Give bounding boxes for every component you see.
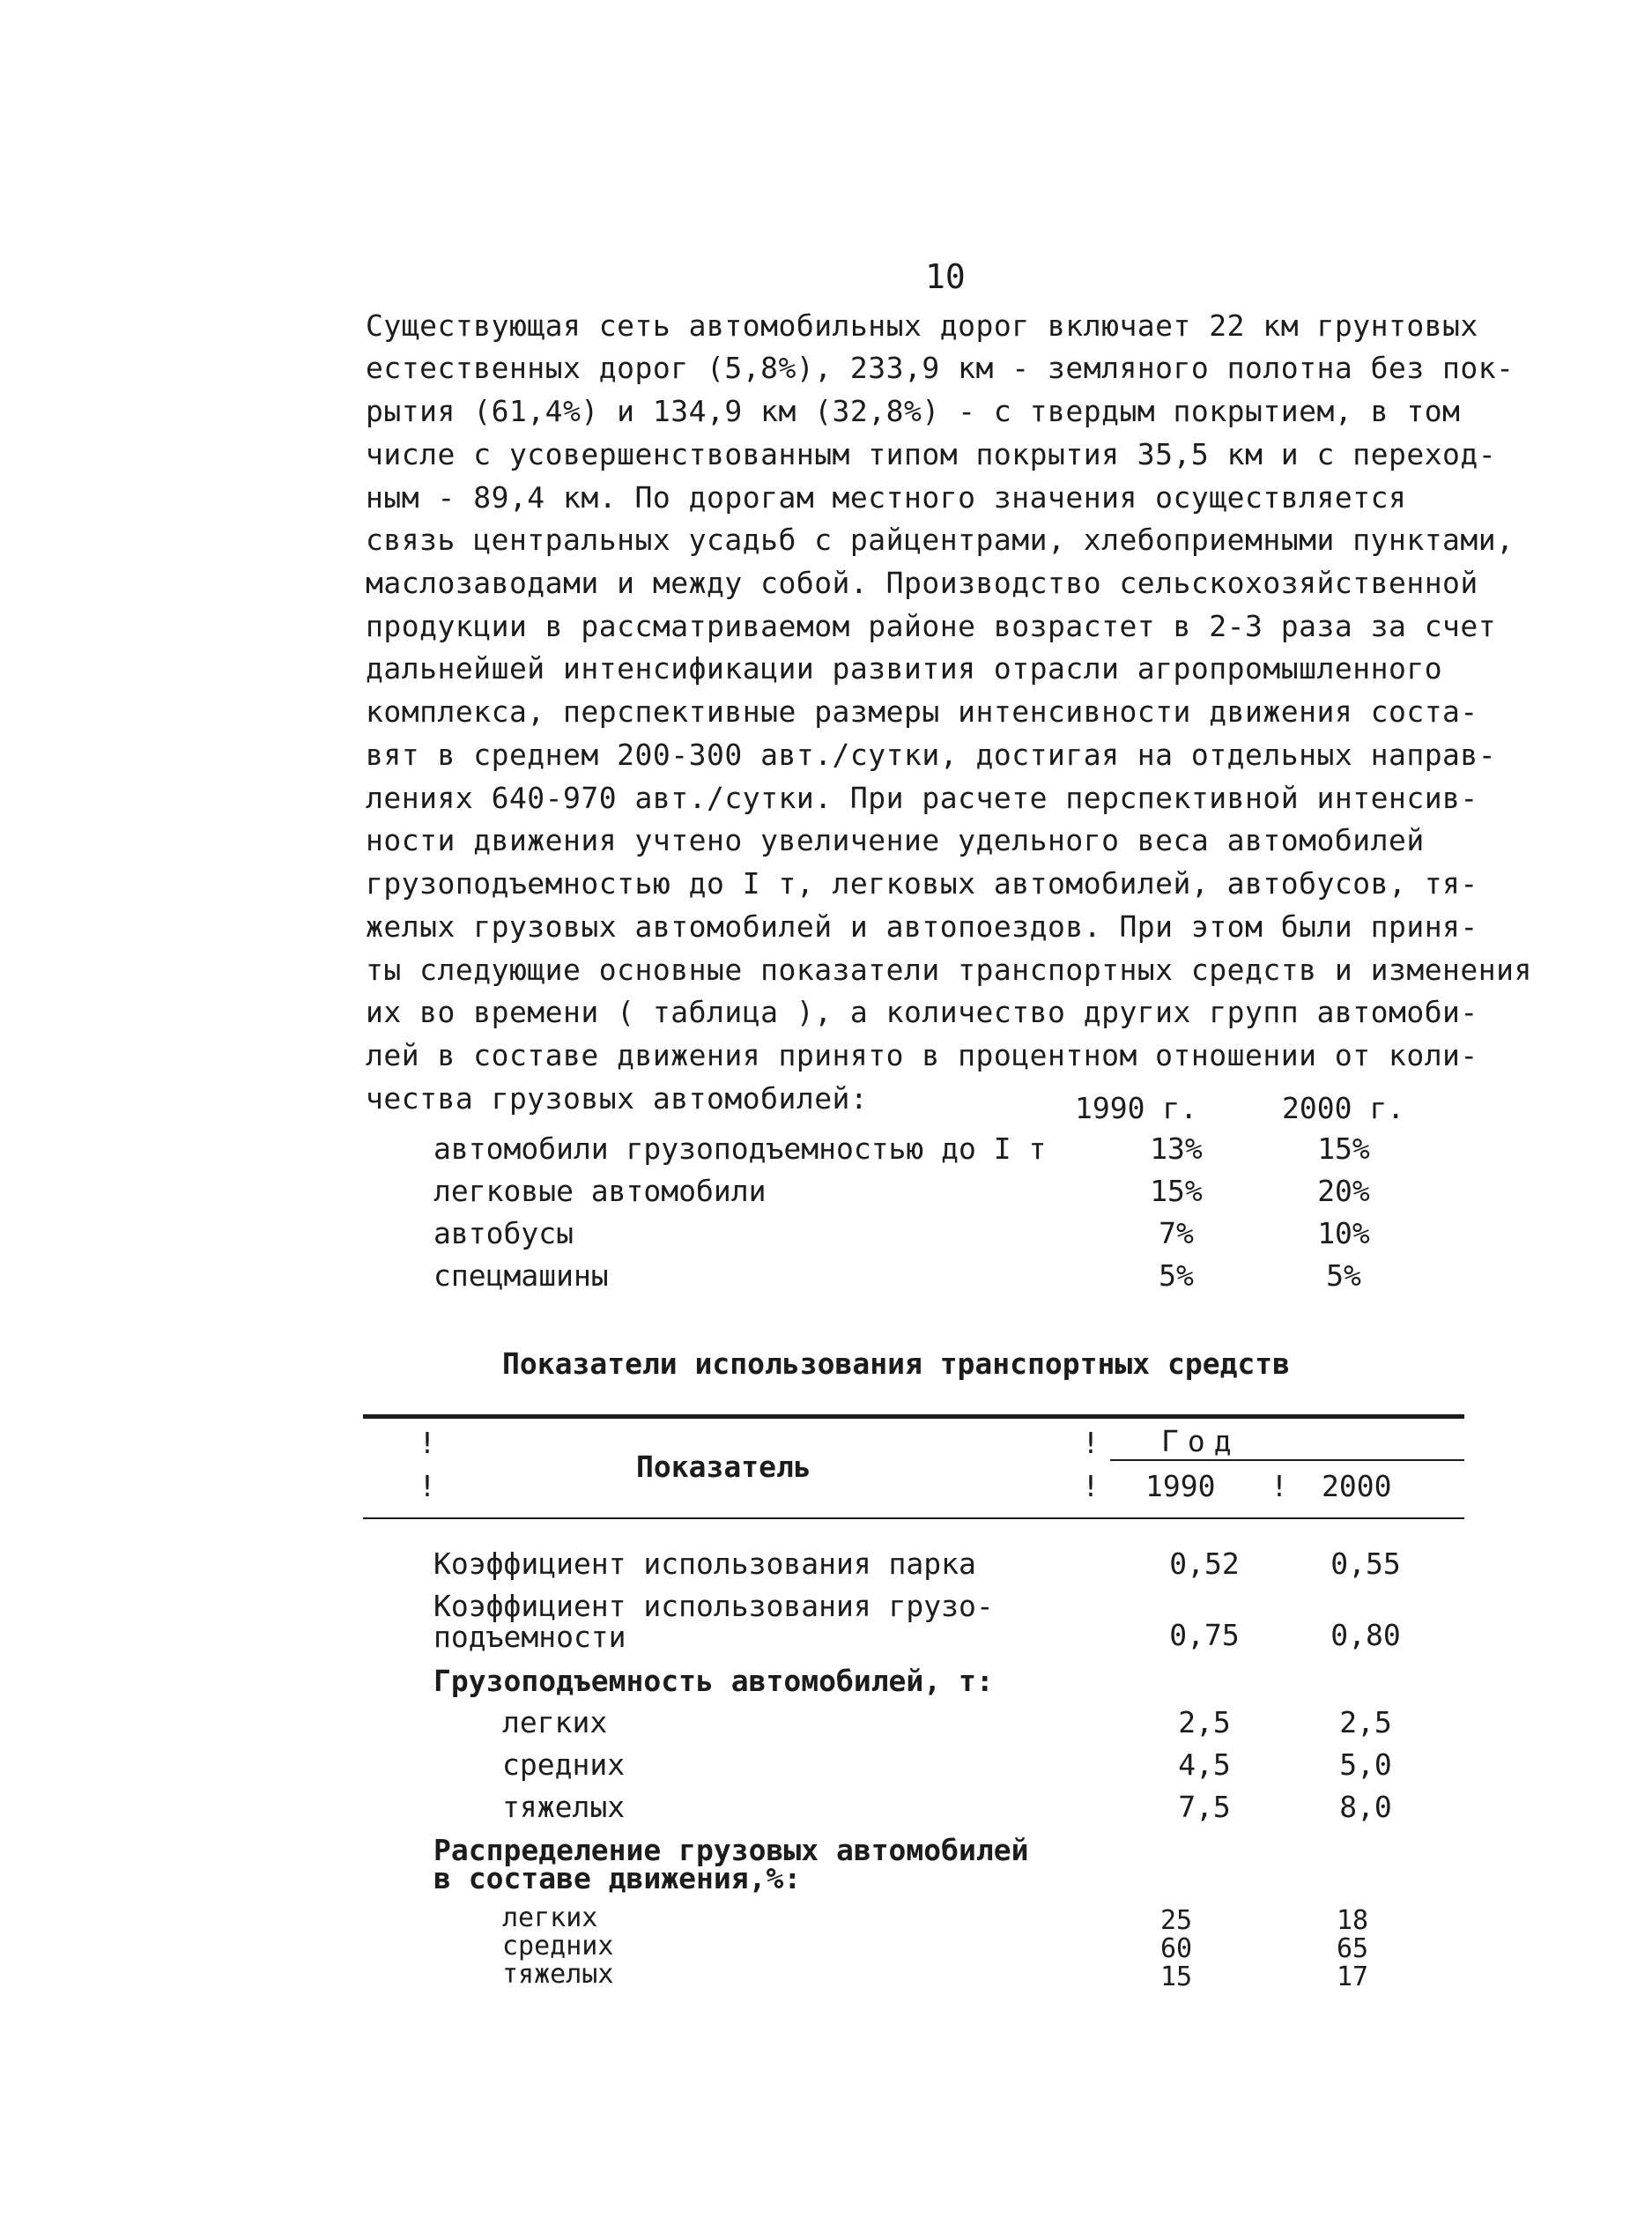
table-value-1990: 0,75 <box>1169 1618 1240 1652</box>
shares-col-1990: 1990 г. <box>1075 1091 1198 1125</box>
table-row-label: тяжелых <box>502 1959 614 1990</box>
paragraph-line: комплекса, перспективные размеры интенсивности движения соста- <box>366 694 1478 729</box>
shares-col-2000: 2000 г. <box>1282 1091 1405 1125</box>
paragraph-line: их во времени ( таблица ), а количество других групп автомоби- <box>366 995 1478 1029</box>
table-row-label: Коэффициент использования грузо- <box>433 1589 994 1623</box>
table-row-label-cont: подъемности <box>433 1620 626 1654</box>
share-label: автомобили грузоподъемностью до I т <box>433 1131 1047 1166</box>
table-value-1990: 2,5 <box>1178 1705 1231 1739</box>
share-value-2000: 10% <box>1317 1216 1370 1250</box>
paragraph-line: ности движения учтено увеличение удельного веса автомобилей <box>366 823 1425 857</box>
share-label: автобусы <box>433 1216 574 1250</box>
table-value-2000: 18 <box>1336 1905 1369 1936</box>
table-row-label: средних <box>502 1931 614 1962</box>
table-group-label-cont: в составе движения,%: <box>433 1861 802 1895</box>
share-value-1990: 7% <box>1159 1216 1194 1250</box>
table-value-1990: 0,52 <box>1169 1546 1240 1581</box>
share-value-1990: 5% <box>1159 1258 1194 1293</box>
column-separator: ! <box>1082 1426 1100 1460</box>
paragraph-line: лениях 640-970 авт./сутки. При расчете перспективной интенсив- <box>366 781 1478 815</box>
table-value-1990: 25 <box>1159 1905 1193 1936</box>
table-group-label: Грузоподъемность автомобилей, т: <box>433 1664 994 1698</box>
paragraph-line: продукции в рассматриваемом районе возрастет в 2-3 раза за счет <box>366 609 1497 643</box>
paragraph-line: связь центральных усадьб с райцентрами, хлебоприемными пунктами, <box>366 523 1515 557</box>
column-separator: ! <box>1270 1469 1288 1503</box>
table-row-label: средних <box>502 1747 626 1782</box>
paragraph-line: желых грузовых автомобилей и автопоездов. При этом были приня- <box>366 909 1478 944</box>
table-row-label: тяжелых <box>502 1790 626 1824</box>
paragraph-line: ты следующие основные показатели транспортных средств и изменения <box>366 953 1532 987</box>
share-value-1990: 15% <box>1150 1174 1203 1208</box>
table-row-label: легких <box>502 1902 598 1933</box>
table-value-1990: 7,5 <box>1178 1790 1231 1824</box>
header-year: Год <box>1161 1424 1241 1458</box>
paragraph-line: маслозаводами и между собой. Производство сельскохозяйственной <box>366 566 1478 600</box>
column-separator: ! <box>419 1469 436 1503</box>
table-title: Показатели использования транспортных средств <box>502 1346 1291 1381</box>
table-value-2000: 8,0 <box>1339 1790 1392 1824</box>
paragraph-line: грузоподъемностью до I т, легковых автомобилей, автобусов, тя- <box>366 866 1478 901</box>
paragraph-line: числе с усовершенствованным типом покрытия 35,5 км и с переход- <box>366 437 1497 471</box>
share-value-2000: 15% <box>1317 1131 1370 1166</box>
paragraph-line: естественных дорог (5,8%), 233,9 км - земляного полотна без пок- <box>366 351 1515 385</box>
paragraph-line: ным - 89,4 км. По дорогам местного значения осуществляется <box>366 480 1407 515</box>
share-value-2000: 20% <box>1317 1174 1370 1208</box>
table-value-1990: 60 <box>1159 1933 1193 1964</box>
header-col-1990: 1990 <box>1145 1469 1216 1503</box>
table-value-1990: 4,5 <box>1178 1747 1231 1782</box>
table-value-1990: 15 <box>1159 1962 1193 1992</box>
paragraph-line: рытия (61,4%) и 134,9 км (32,8%) - с твердым покрытием, в том <box>366 394 1461 428</box>
table-group-label: Распределение грузовых автомобилей <box>433 1833 1029 1867</box>
table-value-2000: 65 <box>1336 1933 1369 1964</box>
page-number: 10 <box>925 257 966 296</box>
paragraph-line: вят в среднем 200-300 авт./сутки, достигая на отдельных направ- <box>366 738 1497 772</box>
share-label: легковые автомобили <box>433 1174 767 1208</box>
paragraph-line: Существующая сеть автомобильных дорог включает 22 км грунтовых <box>366 308 1478 343</box>
share-value-1990: 13% <box>1150 1131 1203 1166</box>
table-value-2000: 5,0 <box>1339 1747 1392 1782</box>
header-indicator: Показатель <box>636 1450 811 1484</box>
share-label: спецмашины <box>433 1258 609 1293</box>
table-row-label: легких <box>502 1705 608 1739</box>
table-value-2000: 0,55 <box>1330 1546 1401 1581</box>
paragraph-line: лей в составе движения принято в процентном отношении от коли- <box>366 1038 1478 1072</box>
column-separator: ! <box>419 1426 436 1460</box>
header-sub-rule <box>1110 1459 1464 1461</box>
column-separator: ! <box>1082 1469 1100 1503</box>
paragraph-line: чества грузовых автомобилей: <box>366 1081 869 1116</box>
table-value-2000: 0,80 <box>1330 1618 1401 1652</box>
table-top-rule <box>363 1414 1464 1419</box>
table-row-label: Коэффициент использования парка <box>433 1546 976 1581</box>
table-value-2000: 2,5 <box>1339 1705 1392 1739</box>
header-col-2000: 2000 <box>1322 1469 1392 1503</box>
header-bottom-rule <box>363 1517 1464 1519</box>
table-value-2000: 17 <box>1336 1962 1369 1992</box>
share-value-2000: 5% <box>1326 1258 1361 1293</box>
paragraph-line: дальнейшей интенсификации развития отрасли агропромышленного <box>366 651 1443 686</box>
